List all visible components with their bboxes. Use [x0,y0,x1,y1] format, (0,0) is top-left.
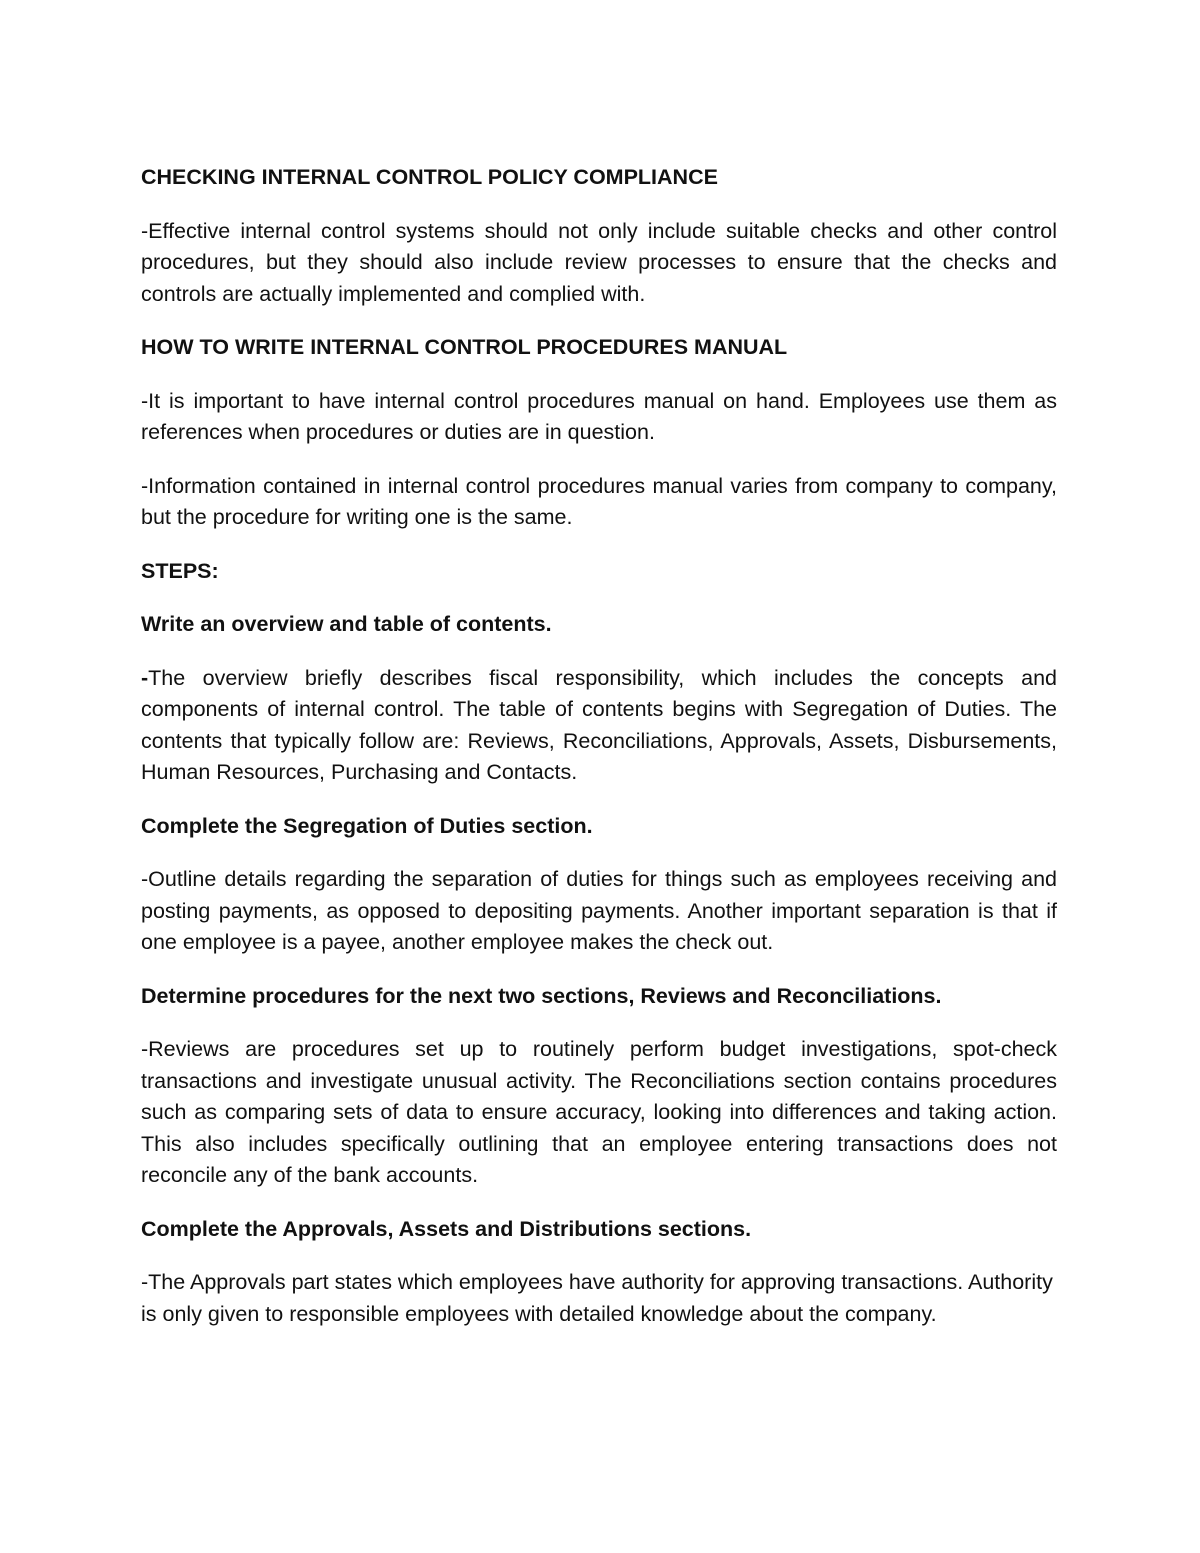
document-page [141,162,1057,1352]
section-heading: HOW TO WRITE INTERNAL CONTROL PROCEDURES MANUAL [141,335,788,359]
paragraph: -Reviews are procedures set up to routinely perform budget investigations, spot-check transactions and investigate unusual activity. The Reconciliations section contains procedures such as comparing sets of data to ensure accuracy, looking into differences and taking action. This also includes specifically outlining that an employee entering transactions does not reconcile any of the bank accounts. [141,1037,1057,1187]
steps-label: STEPS: [141,558,219,583]
paragraph: -Effective internal control systems should not only include suitable checks and other control procedures, but they should also include review processes to ensure that the checks and controls are actually implemented and complied with. [141,218,1057,306]
paragraph: -Outline details regarding the separation of duties for things such as employees receiving and posting payments, as opposed to depositing payments. Another important separation is that if one employee is a payee, another employee makes the check out. [141,867,1057,954]
paragraph: -Information contained in internal control procedures manual varies from company to company, but the procedure for writing one is the same. [141,473,1057,529]
step-heading: Determine procedures for the next two sections, Reviews and Reconciliations. [141,983,942,1008]
step-heading: Complete the Approvals, Assets and Distributions sections. [141,1216,752,1241]
paragraph-text: The overview briefly describes fiscal responsibility, which includes the concepts and components of internal control. The table of contents begins with Segregation of Duties. The contents that typically follow are: Reviews, Reconciliations, Approvals, Assets, Disbursements, Human Resources, Purchasing and Contacts. [141,665,1057,784]
paragraph: -The Approvals part states which employees have authority for approving transactions. Authority is only given to responsible employees with detailed knowledge about the company. [141,1270,1053,1326]
step-heading: Write an overview and table of contents. [141,612,552,636]
section-heading: CHECKING INTERNAL CONTROL POLICY COMPLIANCE [141,165,718,189]
paragraph [141,663,1057,789]
paragraph: -It is important to have internal control procedures manual on hand. Employees use them as references when procedures or duties are in question. [141,388,1057,444]
step-heading: Complete the Segregation of Duties section. [141,813,593,838]
bullet-dash: - [141,665,149,690]
